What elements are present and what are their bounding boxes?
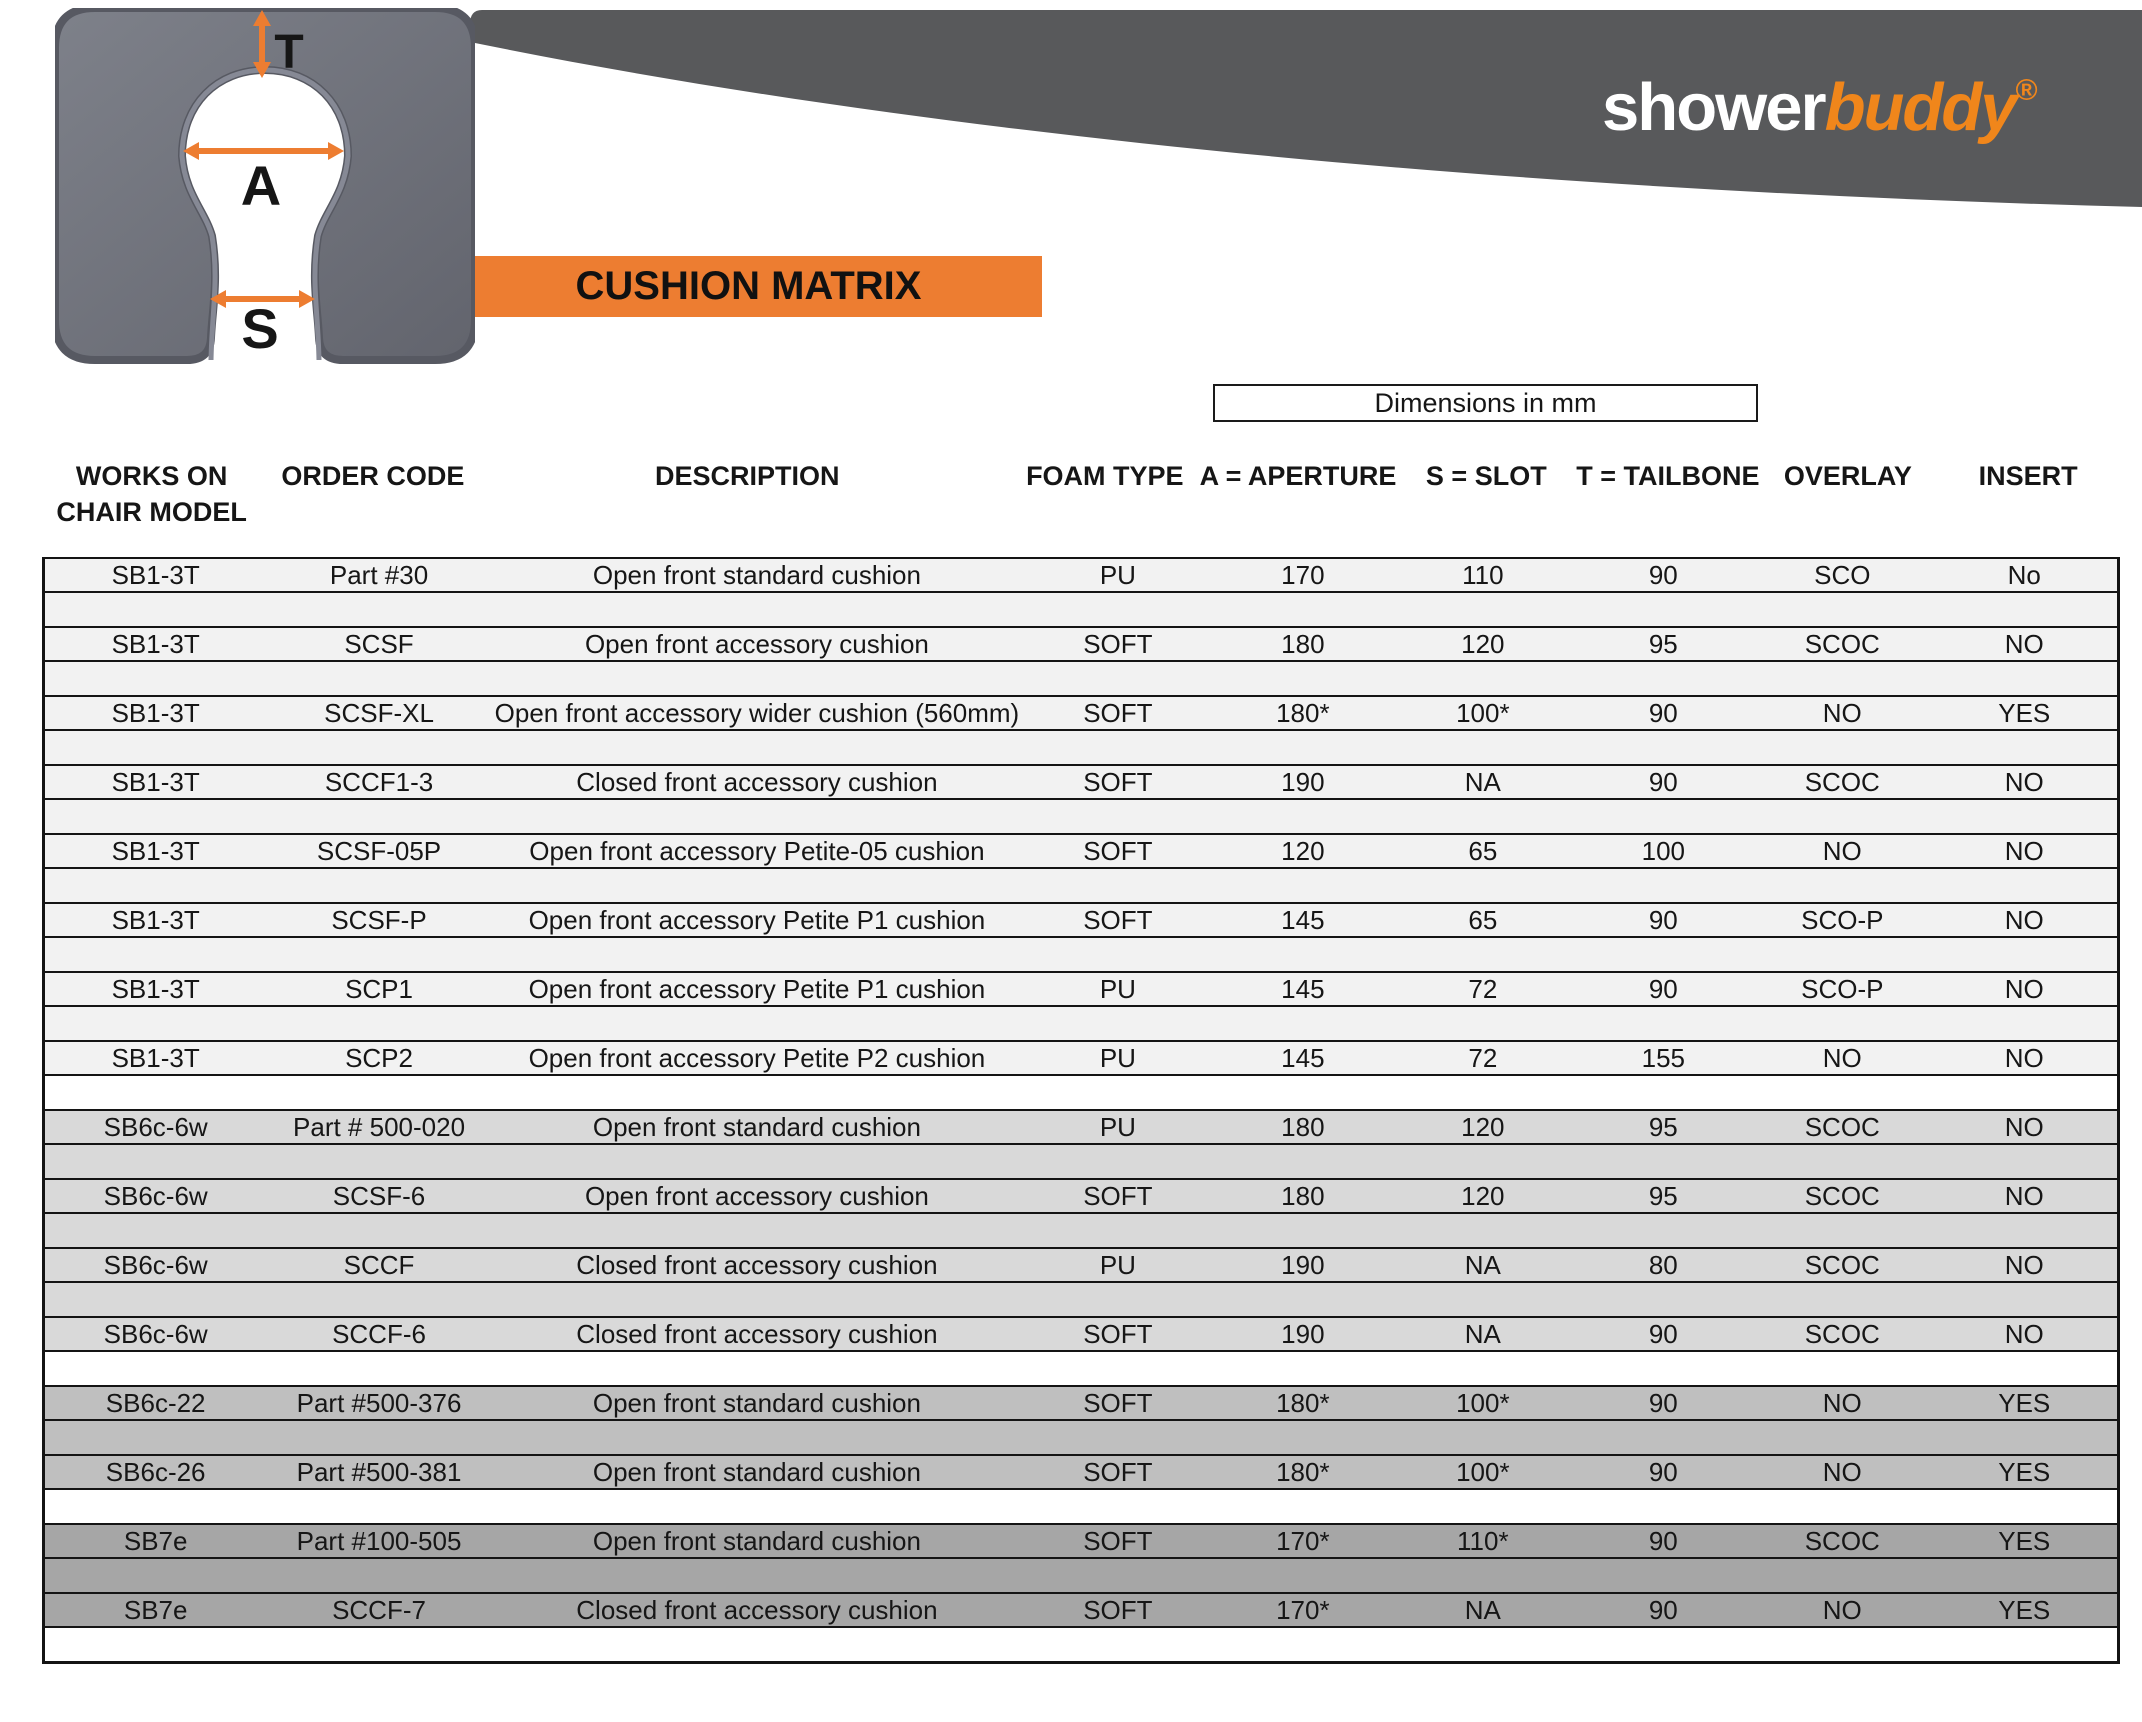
cell-slot: 110 xyxy=(1462,560,1504,590)
cell-desc: Open front accessory Petite P2 cushion xyxy=(528,1043,986,1073)
table-row xyxy=(45,833,2117,869)
row-spacer xyxy=(45,731,2117,764)
cell-aperture: 145 xyxy=(1281,1043,1325,1073)
cell-desc: Open front accessory cushion xyxy=(584,1181,929,1211)
cell-insert: NO xyxy=(2004,767,2044,797)
cell-insert: NO xyxy=(2004,1112,2044,1142)
cell-slot: 120 xyxy=(1461,629,1505,659)
row-spacer xyxy=(45,869,2117,902)
cell-overlay: SCOC xyxy=(1804,1181,1880,1211)
cell-foam: SOFT xyxy=(1083,905,1153,935)
cell-insert: NO xyxy=(2004,1319,2044,1349)
cell-aperture: 145 xyxy=(1281,905,1325,935)
cell-aperture: 180* xyxy=(1276,1388,1330,1418)
cell-model: SB1-3T xyxy=(111,1043,200,1073)
table-row xyxy=(45,1178,2117,1214)
cell-slot: NA xyxy=(1464,1595,1501,1625)
cell-model: SB1-3T xyxy=(111,560,200,590)
cell-desc: Open front standard cushion xyxy=(592,1457,921,1487)
cell-tailbone: 90 xyxy=(1648,974,1678,1004)
table-row xyxy=(45,695,2117,731)
cell-code: SCCF-6 xyxy=(332,1319,426,1349)
cell-slot: 100* xyxy=(1456,1457,1510,1487)
brand-logo xyxy=(1602,70,2038,145)
cell-code: SCSF-05P xyxy=(316,836,442,866)
table-row xyxy=(45,1523,2117,1559)
row-spacer xyxy=(45,1007,2117,1040)
cell-overlay: NO xyxy=(1822,836,1862,866)
cell-desc: Open front accessory cushion xyxy=(584,629,929,659)
cell-overlay: SCO-P xyxy=(1801,974,1884,1004)
row-spacer xyxy=(45,1214,2117,1247)
cell-insert: YES xyxy=(1998,1388,2051,1418)
cell-desc: Open front standard cushion xyxy=(592,1388,921,1418)
table-row xyxy=(45,1316,2117,1352)
cell-model: SB1-3T xyxy=(111,698,200,728)
cell-slot: NA xyxy=(1464,1250,1501,1280)
cell-model: SB6c-6w xyxy=(103,1112,208,1142)
cell-tailbone: 90 xyxy=(1648,1526,1678,1556)
cell-code: Part #30 xyxy=(329,560,429,590)
cell-overlay: NO xyxy=(1822,698,1862,728)
cell-overlay: SCOC xyxy=(1804,767,1880,797)
cell-foam: PU xyxy=(1099,1043,1136,1073)
cell-tailbone: 90 xyxy=(1648,1319,1678,1349)
cell-model: SB6c-6w xyxy=(103,1181,208,1211)
cell-insert: YES xyxy=(1998,1526,2051,1556)
cell-foam: SOFT xyxy=(1083,1319,1153,1349)
table-row xyxy=(45,1592,2117,1628)
label-s: S xyxy=(241,297,279,360)
row-spacer xyxy=(45,1076,2117,1109)
cell-overlay: NO xyxy=(1822,1457,1862,1487)
table-header xyxy=(42,458,2120,530)
cell-foam: PU xyxy=(1099,1250,1136,1280)
cell-aperture: 145 xyxy=(1281,974,1325,1004)
cell-aperture: 180* xyxy=(1276,1457,1330,1487)
logo-text-shower: shower xyxy=(1602,70,1825,145)
row-spacer xyxy=(45,1421,2117,1454)
cell-slot: 110* xyxy=(1457,1526,1509,1556)
cell-code: Part #100-505 xyxy=(296,1526,462,1556)
cell-tailbone: 90 xyxy=(1648,560,1678,590)
row-spacer xyxy=(45,1283,2117,1316)
cell-aperture: 170 xyxy=(1281,560,1325,590)
cell-desc: Closed front accessory cushion xyxy=(576,1319,938,1349)
column-header-slot: S = SLOT xyxy=(1425,461,1547,491)
table-row xyxy=(45,1247,2117,1283)
cell-overlay: SCO xyxy=(1814,560,1871,590)
label-a: A xyxy=(240,154,282,217)
cell-overlay: SCOC xyxy=(1804,629,1880,659)
cell-slot: 72 xyxy=(1468,974,1498,1004)
page-title: CUSHION MATRIX xyxy=(455,256,1042,317)
cell-code: SCCF-7 xyxy=(332,1595,426,1625)
table-row xyxy=(45,1454,2117,1490)
cell-insert: NO xyxy=(2004,629,2044,659)
cell-model: SB1-3T xyxy=(111,974,200,1004)
cell-insert: NO xyxy=(2004,1181,2044,1211)
cell-model: SB6c-26 xyxy=(105,1457,206,1487)
label-t: T xyxy=(274,26,304,79)
cell-foam: SOFT xyxy=(1083,629,1153,659)
table-row xyxy=(45,764,2117,800)
cell-overlay: SCOC xyxy=(1804,1526,1880,1556)
cell-tailbone: 90 xyxy=(1648,1388,1678,1418)
cell-desc: Open front standard cushion xyxy=(592,1526,921,1556)
cell-tailbone: 90 xyxy=(1648,698,1678,728)
column-header-model: WORKS ON CHAIR MODEL xyxy=(56,461,247,527)
row-spacer xyxy=(45,938,2117,971)
cell-foam: SOFT xyxy=(1083,767,1153,797)
cell-aperture: 190 xyxy=(1281,767,1325,797)
cell-overlay: NO xyxy=(1822,1595,1862,1625)
cell-overlay: SCO-P xyxy=(1801,905,1884,935)
table-row xyxy=(45,1109,2117,1145)
table-row xyxy=(45,971,2117,1007)
cell-foam: PU xyxy=(1099,560,1136,590)
cell-tailbone: 95 xyxy=(1648,629,1678,659)
cell-overlay: SCOC xyxy=(1804,1112,1880,1142)
row-spacer xyxy=(45,800,2117,833)
cell-code: SCP1 xyxy=(345,974,413,1004)
table-row xyxy=(45,1040,2117,1076)
cell-model: SB7e xyxy=(123,1595,188,1625)
cell-insert: YES xyxy=(1998,698,2051,728)
cell-desc: Open front standard cushion xyxy=(592,560,921,590)
cell-desc: Open front accessory wider cushion (560mm) xyxy=(494,698,1020,728)
cell-aperture: 120 xyxy=(1281,836,1325,866)
cell-code: SCSF-6 xyxy=(332,1181,426,1211)
cell-model: SB1-3T xyxy=(111,836,200,866)
cell-foam: SOFT xyxy=(1083,698,1153,728)
cell-desc: Closed front accessory cushion xyxy=(576,1250,938,1280)
cell-code: Part #500-376 xyxy=(296,1388,462,1418)
cell-overlay: SCOC xyxy=(1804,1319,1880,1349)
cell-insert: NO xyxy=(2004,1043,2044,1073)
cell-aperture: 170* xyxy=(1276,1595,1330,1625)
cell-model: SB6c-22 xyxy=(105,1388,206,1418)
cell-model: SB6c-6w xyxy=(103,1250,208,1280)
cell-aperture: 190 xyxy=(1281,1319,1325,1349)
column-header-overlay: OVERLAY xyxy=(1783,461,1912,491)
cell-foam: SOFT xyxy=(1083,1457,1153,1487)
row-spacer xyxy=(45,1490,2117,1523)
cell-overlay: SCOC xyxy=(1804,1250,1880,1280)
cell-code: SCSF-P xyxy=(331,905,427,935)
cell-slot: 120 xyxy=(1461,1181,1505,1211)
cell-insert: NO xyxy=(2004,1250,2044,1280)
cell-insert: No xyxy=(2007,560,2041,590)
cell-aperture: 190 xyxy=(1281,1250,1325,1280)
column-header-insert: INSERT xyxy=(1978,461,2078,491)
registered-trademark-icon: ® xyxy=(2015,74,2038,107)
column-header-description: DESCRIPTION xyxy=(654,461,840,491)
cell-model: SB7e xyxy=(123,1526,188,1556)
cell-slot: NA xyxy=(1464,1319,1501,1349)
row-spacer xyxy=(45,662,2117,695)
cell-slot: 72 xyxy=(1468,1043,1498,1073)
cell-code: SCSF-XL xyxy=(324,698,434,728)
row-spacer xyxy=(45,1559,2117,1592)
cell-tailbone: 95 xyxy=(1648,1112,1678,1142)
cell-foam: SOFT xyxy=(1083,1388,1153,1418)
cell-foam: SOFT xyxy=(1083,1181,1153,1211)
cell-insert: NO xyxy=(2004,836,2044,866)
cell-code: SCCF xyxy=(343,1250,415,1280)
row-spacer xyxy=(45,1145,2117,1178)
cell-overlay: NO xyxy=(1822,1043,1862,1073)
cell-desc: Open front standard cushion xyxy=(592,1112,921,1142)
logo-text-buddy: buddy xyxy=(1824,70,2016,145)
cell-code: SCCF1-3 xyxy=(324,767,434,797)
cell-slot: 100* xyxy=(1456,698,1510,728)
cell-desc: Open front accessory Petite P1 cushion xyxy=(528,974,986,1004)
column-header-order-code: ORDER CODE xyxy=(281,461,465,491)
cell-slot: 100* xyxy=(1456,1388,1510,1418)
row-spacer xyxy=(45,593,2117,626)
cell-tailbone: 80 xyxy=(1648,1250,1678,1280)
cell-foam: SOFT xyxy=(1083,836,1153,866)
cell-insert: YES xyxy=(1998,1457,2051,1487)
cell-foam: PU xyxy=(1099,974,1136,1004)
cell-code: SCSF xyxy=(344,629,414,659)
column-header-tailbone: T = TAILBONE xyxy=(1576,461,1760,491)
cell-desc: Closed front accessory cushion xyxy=(576,767,938,797)
cell-slot: 65 xyxy=(1468,905,1498,935)
cushion-diagram xyxy=(55,8,475,368)
row-spacer xyxy=(45,1352,2117,1385)
column-header-aperture: A = APERTURE xyxy=(1199,461,1397,491)
cell-model: SB1-3T xyxy=(111,629,200,659)
cell-tailbone: 155 xyxy=(1641,1043,1685,1073)
cell-code: SCP2 xyxy=(345,1043,413,1073)
cell-slot: NA xyxy=(1464,767,1501,797)
cell-foam: SOFT xyxy=(1083,1526,1153,1556)
cell-model: SB1-3T xyxy=(111,905,200,935)
cell-aperture: 180 xyxy=(1281,629,1325,659)
cell-tailbone: 90 xyxy=(1648,767,1678,797)
table-row xyxy=(45,902,2117,938)
cell-insert: YES xyxy=(1998,1595,2051,1625)
cell-foam: SOFT xyxy=(1083,1595,1153,1625)
cell-model: SB6c-6w xyxy=(103,1319,208,1349)
cell-insert: NO xyxy=(2004,905,2044,935)
cell-desc: Closed front accessory cushion xyxy=(576,1595,938,1625)
cell-code: Part #500-381 xyxy=(296,1457,462,1487)
column-header-foam-type: FOAM TYPE xyxy=(1026,461,1184,491)
cell-foam: PU xyxy=(1099,1112,1136,1142)
cell-slot: 65 xyxy=(1468,836,1498,866)
cell-desc: Open front accessory Petite-05 cushion xyxy=(529,836,985,866)
cell-tailbone: 90 xyxy=(1648,905,1678,935)
cushion-table xyxy=(42,557,2120,1664)
cell-tailbone: 100 xyxy=(1641,836,1685,866)
dimensions-note: Dimensions in mm xyxy=(1213,384,1758,422)
cell-slot: 120 xyxy=(1461,1112,1505,1142)
cell-tailbone: 90 xyxy=(1648,1595,1678,1625)
cell-aperture: 180* xyxy=(1276,698,1330,728)
cell-aperture: 180 xyxy=(1281,1181,1325,1211)
cell-tailbone: 90 xyxy=(1648,1457,1678,1487)
table-row xyxy=(45,557,2117,593)
cell-model: SB1-3T xyxy=(111,767,200,797)
row-spacer xyxy=(45,1628,2117,1661)
table-row xyxy=(45,1385,2117,1421)
cell-insert: NO xyxy=(2004,974,2044,1004)
table-row xyxy=(45,626,2117,662)
cell-code: Part # 500-020 xyxy=(293,1112,466,1142)
cell-aperture: 170* xyxy=(1276,1526,1330,1556)
cell-tailbone: 95 xyxy=(1648,1181,1678,1211)
cell-desc: Open front accessory Petite P1 cushion xyxy=(528,905,986,935)
cell-overlay: NO xyxy=(1822,1388,1862,1418)
cell-aperture: 180 xyxy=(1281,1112,1325,1142)
